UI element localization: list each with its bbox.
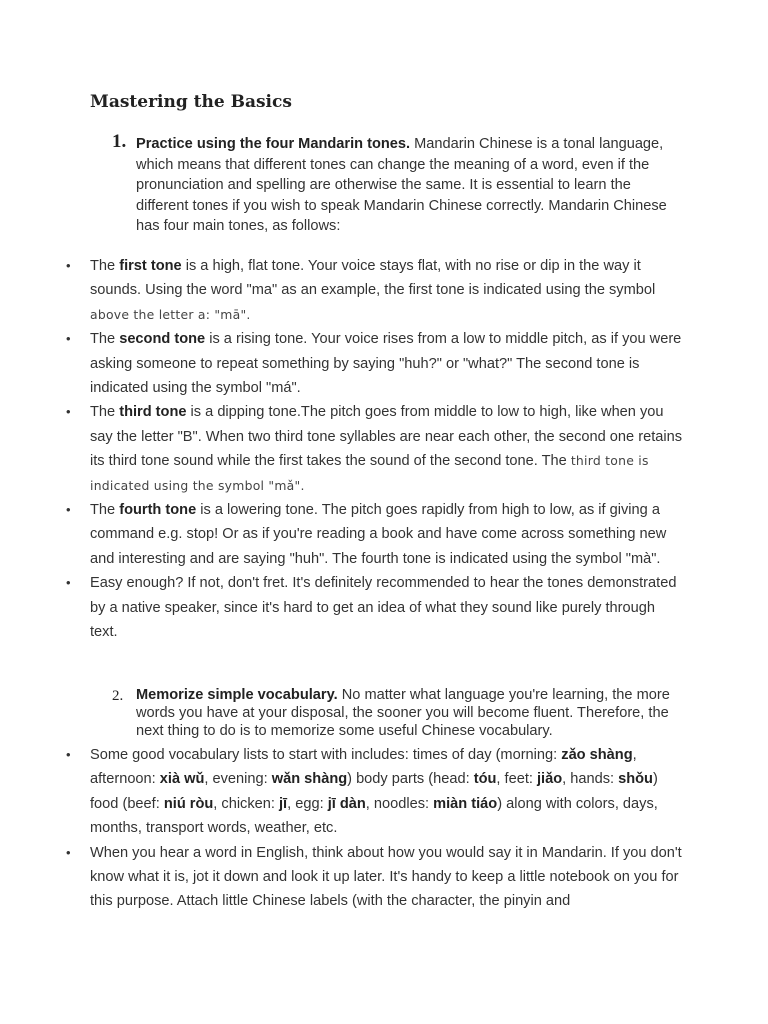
- section-title: Mastering the Basics: [90, 92, 292, 112]
- step-number: 2.: [112, 688, 124, 704]
- pinyin-term: niú ròu: [163, 795, 214, 812]
- pinyin-term: miàn tiáo: [433, 795, 498, 812]
- list-item: [0, 841, 685, 914]
- alt-text: third tone is indicated using the symbol "mǎ".: [90, 453, 649, 493]
- bullet-icon: •: [66, 747, 71, 762]
- bullet-icon: •: [66, 502, 71, 518]
- list-item: • Some good vocabulary lists to start with includes: times of day (morning: zǎo shàng, afternoon: xià wǔ, evening: wǎn shàng) body parts (head: tóu, feet: jiǎo, hands: shǒu) food (beef: niú ròu, chicken: jī, egg: jī dàn, noodles: miàn tiáo) along with colors, days, months, transport words, weather, etc.: [0, 743, 685, 841]
- list-item: • The second tone is a rising tone. Your voice rises from a low to middle pitch, as if you were asking someone to repeat something by saying "huh?" or "what?" The second tone is indicated using the symbol "má".: [0, 327, 685, 400]
- step-number: 1.: [112, 131, 127, 152]
- pinyin-term: shǒu: [618, 771, 653, 788]
- tone-name: first tone: [119, 258, 182, 274]
- vocab-list: [0, 743, 768, 914]
- tip-text: When you hear a word in English, think about how you would say it in Mandarin. If you don't know what it is, jot it down and look it up later. It's handy to keep a little notebook on you for this purpose. Attach little Chinese labels (with the character, the pinyin and: [90, 844, 682, 910]
- step-paragraph: [136, 687, 676, 740]
- list-item: • The fourth tone is a lowering tone. The pitch goes rapidly from high to low, as if giving a command e.g. stop! Or as if you're reading a book and have come across something new and interesting and are saying "huh". The fourth tone is indicated using the symbol "mà".: [0, 498, 685, 571]
- step-text: Mandarin Chinese is a tonal language, which means that different tones can change the meaning of a word, even if the pronunciation and spelling are otherwise the same. It is essential to learn the different tones if you wish to speak Mandarin Chinese correctly. Mandarin Chinese has four main tones, as follows:: [136, 136, 667, 234]
- step-lead: Practice using the four Mandarin tones.: [136, 136, 411, 152]
- tones-list: [0, 254, 768, 645]
- bullet-icon: •: [66, 844, 71, 860]
- pinyin-term: tóu: [473, 771, 497, 788]
- bullet-icon: •: [66, 404, 71, 420]
- bullet-icon: •: [66, 258, 71, 273]
- list-item: • The third tone is a dipping tone.The pitch goes from middle to low to high, like when you say the letter "B". When two third tone syllables are near each other, the second one retains its third tone sound while the first takes the sound of the second tone. The third tone is indicated using the symbol "mǎ".: [0, 400, 685, 498]
- tone-name: third tone: [119, 404, 187, 421]
- bullet-icon: •: [66, 575, 71, 591]
- tone-name: fourth tone: [119, 502, 197, 519]
- pinyin-term: wǎn shàng: [271, 771, 348, 788]
- step-text: No matter what language you're learning, the more words you have at your disposal, the sooner you will become fluent. Therefore, the next thing to do is to memorize some useful Chinese vocabulary.: [136, 687, 670, 739]
- tone-name: second tone: [119, 331, 206, 348]
- pinyin-term: jī dàn: [327, 795, 366, 812]
- list-item: • The first tone is a high, flat tone. Your voice stays flat, with no rise or dip in the way it sounds. Using the word "ma" as an example, the first tone is indicated using the symbol above the letter a: "mā".: [0, 254, 685, 327]
- alt-text: above the letter a: "mā".: [90, 306, 251, 322]
- pinyin-term: jī: [279, 795, 288, 812]
- pinyin-term: xià wǔ: [159, 771, 205, 788]
- list-item: • Easy enough? If not, don't fret. It's definitely recommended to hear the tones demonstrated by a native speaker, since it's hard to get an idea of what they sound like purely through text.: [0, 571, 685, 644]
- pinyin-term: zǎo shàng: [561, 747, 633, 763]
- step-lead: Memorize simple vocabulary.: [136, 687, 338, 703]
- pinyin-term: jiǎo: [536, 771, 563, 788]
- bullet-icon: •: [66, 331, 71, 347]
- step-paragraph: [136, 134, 676, 237]
